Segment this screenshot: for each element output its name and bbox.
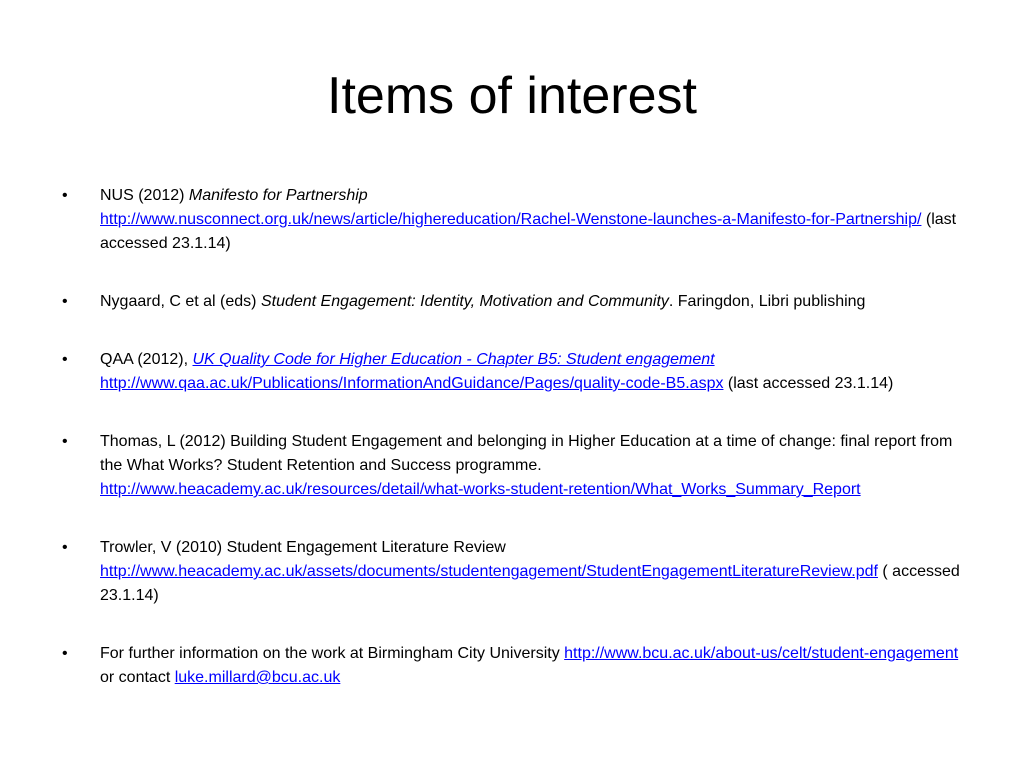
reference-item-thomas (62, 430, 962, 502)
qaa-quality-code-title-link[interactable]: UK Quality Code for Higher Education - Chapter B5: Student engagement (192, 351, 715, 368)
slide-title: Items of interest (327, 67, 697, 125)
reference-lead: Trowler, V (2010) Student Engagement Literature Review (100, 539, 506, 556)
reference-tail: . Faringdon, Libri publishing (668, 293, 866, 310)
bullet-icon: • (62, 293, 68, 310)
reference-item-nus (62, 184, 962, 256)
reference-tail: ( accessed 23.1.14) (100, 563, 960, 604)
bullet-icon: • (62, 351, 68, 368)
reference-item-bcu (62, 642, 962, 690)
reference-lead: For further information on the work at Birmingham City University (100, 645, 565, 662)
reference-lead: QAA (2012), (100, 351, 193, 368)
reference-title: Student Engagement: Identity, Motivation and Community (260, 293, 669, 310)
bullet-icon: • (62, 645, 68, 662)
bullet-icon: • (62, 187, 68, 204)
qaa-quality-code-link[interactable]: http://www.qaa.ac.uk/Publications/InformationAndGuidance/Pages/quality-code-B5.aspx (100, 375, 724, 392)
literature-review-link[interactable]: http://www.heacademy.ac.uk/assets/documents/studentengagement/StudentEngagementLiteratureReview.pdf (100, 563, 878, 580)
reference-lead: NUS (2012) (100, 187, 189, 204)
reference-tail: (last accessed 23.1.14) (723, 375, 894, 392)
reference-item-trowler (62, 536, 962, 608)
contact-email-link[interactable]: luke.millard@bcu.ac.uk (174, 669, 341, 686)
bcu-student-engagement-link[interactable]: http://www.bcu.ac.uk/about-us/celt/student-engagement (564, 645, 959, 662)
bullet-icon: • (62, 539, 68, 556)
nus-manifesto-link[interactable]: http://www.nusconnect.org.uk/news/article/highereducation/Rachel-Wenstone-launches-a-Manifesto-for-Partnership/ (100, 211, 922, 228)
reference-lead: Thomas, L (2012) Building Student Engagement and belonging in Higher Education at a time of change: final report from the What Works? Student Retention and Success programme. (100, 433, 953, 474)
reference-lead: Nygaard, C et al (eds) (100, 293, 261, 310)
reference-mid: or contact (100, 669, 175, 686)
reference-item-qaa (62, 348, 962, 396)
reference-tail: (last accessed 23.1.14) (100, 211, 957, 252)
bullet-icon: • (62, 433, 68, 450)
reference-title: Manifesto for Partnership (188, 187, 368, 204)
reference-item-nygaard (62, 290, 962, 314)
what-works-report-link[interactable]: http://www.heacademy.ac.uk/resources/detail/what-works-student-retention/What_Works_Summary_Report (100, 481, 861, 498)
reference-list (62, 184, 962, 724)
